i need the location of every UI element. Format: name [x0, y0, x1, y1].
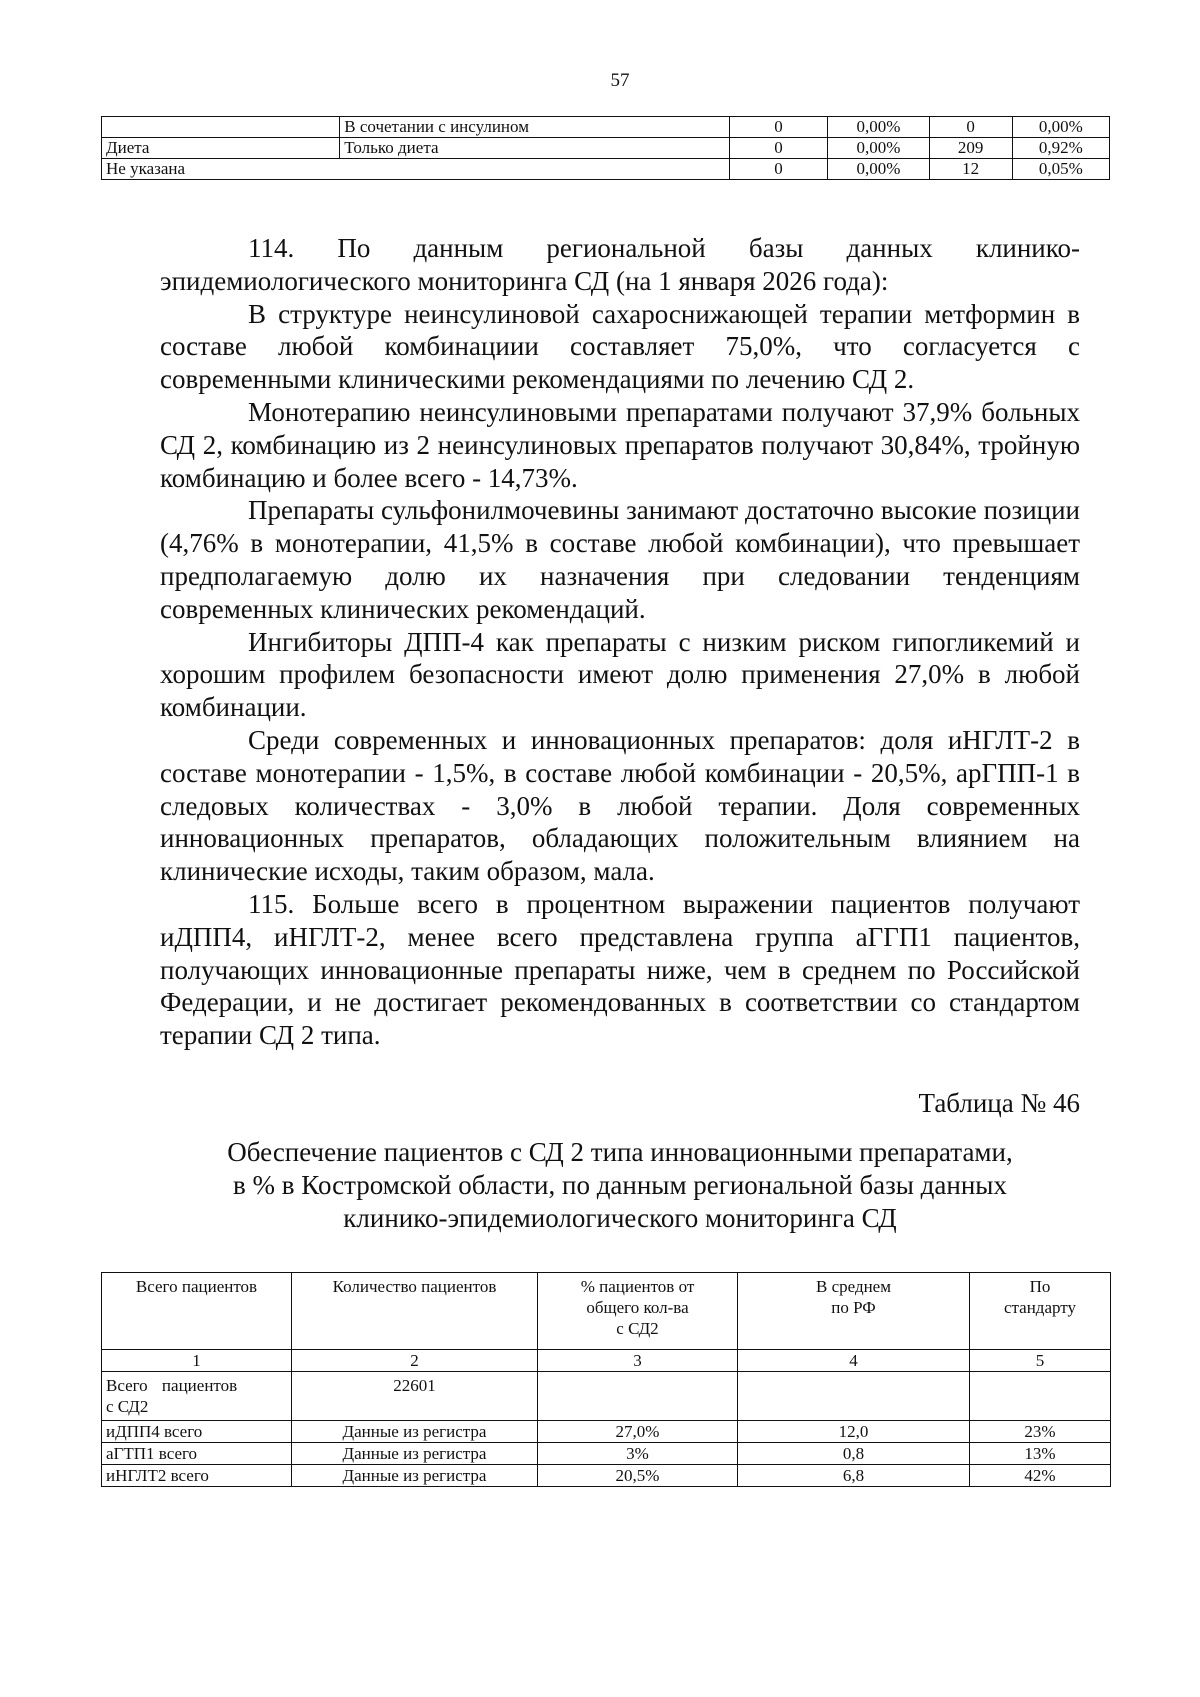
- paragraph-114: 114. По данным региональной базы данных клинико-эпидемиологического мониторинга СД (на 1 января 2026 года):: [160, 233, 1080, 296]
- table-cell: 0: [729, 159, 827, 180]
- table-header-row: [102, 1273, 1111, 1350]
- table-cell: 0,92%: [1012, 138, 1109, 159]
- row-label-line: Всего пациентов: [106, 1376, 238, 1395]
- header-line: стандарту: [1003, 1298, 1076, 1317]
- table-cell: 6,8: [738, 1465, 970, 1487]
- column-header: Всего пациентов: [102, 1273, 292, 1350]
- table-cell: В сочетании с инсулином: [340, 117, 730, 138]
- table-cell: иДПП4 всего: [102, 1421, 292, 1443]
- table-cell: 23%: [970, 1421, 1111, 1443]
- table-cell: 0,00%: [828, 138, 930, 159]
- table-cell: [102, 1372, 292, 1421]
- table-cell: 22601: [292, 1372, 538, 1421]
- table-row: [102, 1421, 1111, 1443]
- continued-table: [101, 116, 1110, 180]
- paragraph: В структуре неинсулиновой сахароснижающей терапии метформин в составе любой комбинациии составляет 75,0%, что согласуется с современными клиническими рекомендациями по лечению СД 2.: [160, 298, 1080, 395]
- table-title-line: Обеспечение пациентов с СД 2 типа инновационными препаратами,: [227, 1137, 1013, 1167]
- table-cell: 3%: [538, 1443, 738, 1465]
- table-number: Таблица № 46: [918, 1088, 1080, 1118]
- header-line: общего кол-ва: [586, 1298, 689, 1317]
- table-row: [102, 159, 1110, 180]
- body-text: [160, 232, 1080, 1052]
- table-cell: 0: [929, 117, 1012, 138]
- table-cell: 12,0: [738, 1421, 970, 1443]
- header-line: По: [1029, 1277, 1051, 1296]
- table-title: [130, 1136, 1110, 1235]
- page-number: 57: [610, 70, 630, 91]
- row-label-line: с СД2: [106, 1397, 149, 1416]
- table-cell: [738, 1372, 970, 1421]
- table-row: [102, 1465, 1111, 1487]
- table-cell: 0,05%: [1012, 159, 1109, 180]
- table-cell: иНГЛТ2 всего: [102, 1465, 292, 1487]
- table-cell: 0: [729, 138, 827, 159]
- column-header: [538, 1273, 738, 1350]
- table-cell: [970, 1372, 1111, 1421]
- table-cell: аГТП1 всего: [102, 1443, 292, 1465]
- paragraph: Препараты сульфонилмочевины занимают достаточно высокие позиции (4,76% в монотерапии, 41,5% в составе любой комбинации), что превышает предполагаемую долю их назначения при следовании тенденциям современных клинических рекомендаций.: [160, 495, 1080, 624]
- table-cell: Данные из регистра: [292, 1443, 538, 1465]
- header-line: % пациентов от: [580, 1277, 695, 1296]
- table-cell: 0,8: [738, 1443, 970, 1465]
- paragraph: Среди современных и инновационных препаратов: доля иНГЛТ-2 в составе монотерапии - 1,5%, в составе любой комбинации - 20,5%, арГПП-1 в следовых количествах - 3,0% в любой терапии. Доля современных инновационных препаратов, обладающих положительным влиянием на клинические исходы, таким образом, мала.: [160, 724, 1080, 887]
- table-cell: Данные из регистра: [292, 1421, 538, 1443]
- column-header: [970, 1273, 1111, 1350]
- table-row-total: [102, 1372, 1111, 1421]
- header-line: с СД2: [616, 1319, 659, 1338]
- table-row: [102, 1443, 1111, 1465]
- column-number: 2: [292, 1350, 538, 1372]
- table-cell: [538, 1372, 738, 1421]
- table-cell: Не указана: [102, 159, 730, 180]
- table-cell: Диета: [102, 138, 340, 159]
- table-cell: Данные из регистра: [292, 1465, 538, 1487]
- paragraph: Ингибиторы ДПП-4 как препараты с низким риском гипогликемий и хорошим профилем безопасности имеют долю применения 27,0% в любой комбинации.: [160, 626, 1080, 723]
- paragraph: Монотерапию неинсулиновыми препаратами получают 37,9% больных СД 2, комбинацию из 2 неинсулиновых препаратов получают 30,84%, тройную комбинацию и более всего - 14,73%.: [160, 396, 1080, 493]
- table-cell: 0: [729, 117, 827, 138]
- header-line: по РФ: [831, 1298, 876, 1317]
- table-cell: 20,5%: [538, 1465, 738, 1487]
- table-cell: 12: [929, 159, 1012, 180]
- column-number: 3: [538, 1350, 738, 1372]
- table-row: [102, 117, 1110, 138]
- column-number: 4: [738, 1350, 970, 1372]
- column-number: 5: [970, 1350, 1111, 1372]
- table-cell: 0,00%: [828, 117, 930, 138]
- table-cell: 27,0%: [538, 1421, 738, 1443]
- column-number-row: [102, 1350, 1111, 1372]
- column-header: Количество пациентов: [292, 1273, 538, 1350]
- innovative-drugs-table: [101, 1272, 1111, 1487]
- column-number: 1: [102, 1350, 292, 1372]
- table-cell: [102, 117, 340, 138]
- table-cell: Только диета: [340, 138, 730, 159]
- table-cell: 209: [929, 138, 1012, 159]
- table-cell: 0,00%: [828, 159, 930, 180]
- table-row: [102, 138, 1110, 159]
- table-cell: 13%: [970, 1443, 1111, 1465]
- column-header: [738, 1273, 970, 1350]
- table-title-line: в % в Костромской области, по данным региональной базы данных: [233, 1170, 1007, 1200]
- paragraph-115: 115. Больше всего в процентном выражении пациентов получают иДПП4, иНГЛТ-2, менее всего представлена группа аГГП1 пациентов, получающих инновационные препараты ниже, чем в среднем по Российской Федерации, и не достигает рекомендованных в соответствии со стандартом терапии СД 2 типа.: [160, 888, 1080, 1051]
- table-cell: 42%: [970, 1465, 1111, 1487]
- table-cell: 0,00%: [1012, 117, 1109, 138]
- header-line: В среднем: [815, 1277, 891, 1296]
- table-title-line: клинико-эпидемиологического мониторинга СД: [343, 1203, 897, 1233]
